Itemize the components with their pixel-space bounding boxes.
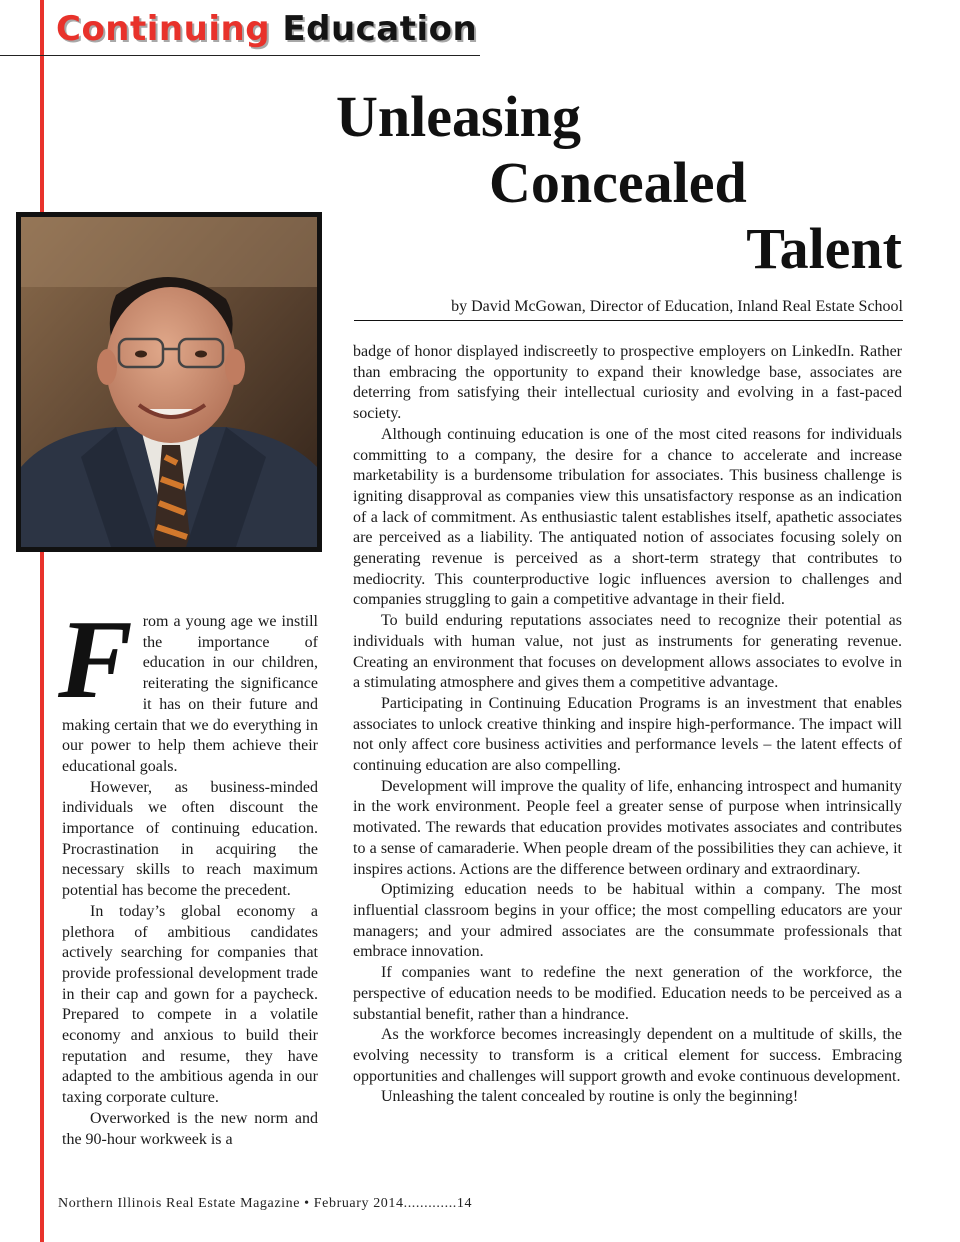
article-paragraph: Optimizing education needs to be habitual within a company. The most influential classroom begins in your office; the most compelling educators are your managers; and your admired associates are the consummate professionals that embrace innovation.: [353, 881, 902, 961]
article-title-line-3: Talent: [746, 216, 902, 281]
article-title-line-2: Concealed: [489, 150, 747, 215]
article-byline: by David McGowan, Director of Education, Inland Real Estate School: [354, 296, 903, 321]
article-paragraph: badge of honor displayed indiscreetly to prospective employers on LinkedIn. Rather than embracing the opportunity to expand their knowledge base, associates are deterring from satisfying their intellectual curiosity and evolving in a fast-paced society.: [353, 343, 902, 423]
article-paragraph: Although continuing education is one of the most cited reasons for individuals committing to a company, the desire for a chance to accelerate and increase marketability is a burdensome tribulation for associates. This business challenge is igniting disapproval as companies view this unsatisfactory response as an indication of a lack of commitment. As enthusiastic talent establishes itself, apathetic associates are perceived as a liability. The antiquated notion of associates focusing solely on generating revenue is perceived as a short-term strategy that contributes to mediocrity. This counterproductive logic influences aversion to challenges and companies struggling to gain a competitive advantage in their field.: [353, 425, 902, 609]
article-paragraph: In today’s global economy a plethora of ambitious candidates actively searching for companies that provide professional development trade in their cap and gown for a paycheck. Prepared to compete in a volatile economy and anxious to build their reputation and resume, they have adapted to the ambitious agenda in our taxing corporate culture.: [62, 902, 318, 1107]
section-header: [56, 8, 477, 50]
section-header-word1: Continuing: [56, 9, 271, 49]
article-paragraph: As the workforce becomes increasingly dependent on a multitude of skills, the evolving necessity to transform is a critical element for success. Embracing opportunities and challenges will support growth and evoke continuous development.: [353, 1026, 902, 1085]
article-paragraph: Participating in Continuing Education Programs is an investment that enables associates to unlock creative thinking and inspire high-performance. The impact will not only affect core business activities and performance levels – the latent effects of continuing education are also compelling.: [353, 694, 902, 775]
article-left-column: [58, 598, 318, 1150]
page-accent-rule: [40, 0, 44, 1242]
article-title-line-1: Unleasing: [336, 84, 581, 149]
page-footer: Northern Illinois Real Estate Magazine • February 2014.............14: [58, 1196, 473, 1211]
article-paragraph: rom a young age we instill the importance of education in our children, reiterating the significance it has on their future and making certain that we do everything in our power to help them achieve their educational goals.: [62, 613, 318, 775]
article-paragraph: To build enduring reputations associates need to recognize their potential as individuals with human value, not just as instruments for generating revenue. Creating an environment that focuses on development allows associates to evolve in a stimulating atmosphere and gives them a competitive advantage.: [353, 612, 902, 692]
author-portrait-illustration: [21, 217, 317, 547]
header-rule: [0, 55, 480, 56]
author-photo: [16, 212, 322, 552]
article-right-column: [353, 342, 902, 1108]
drop-cap: F: [58, 598, 133, 722]
section-header-word2: Education: [282, 9, 478, 49]
article-paragraph: Development will improve the quality of life, enhancing introspect and humanity in the work environment. People feel a greater sense of purpose when intrinsically motivated. The rewards that education provides motivates associates and contributes to a sense of camaraderie. When people dream of the possibilities they can achieve, it inspires actions. Actions are the difference between ordinary and extraordinary.: [353, 777, 902, 878]
article-paragraph: However, as business-minded individuals we often discount the importance of continuing education. Procrastination in acquiring the necessary skills to reach maximum potential has become the precedent.: [62, 778, 318, 900]
article-paragraph: Unleashing the talent concealed by routine is only the beginning!: [381, 1088, 799, 1106]
article-paragraph: If companies want to redefine the next generation of the workforce, the perspective of education needs to be modified. Education needs to be perceived as a substantial benefit, rather than a hindrance.: [353, 964, 902, 1023]
article-paragraph: Overworked is the new norm and the 90-hour workweek is a: [62, 1109, 318, 1148]
